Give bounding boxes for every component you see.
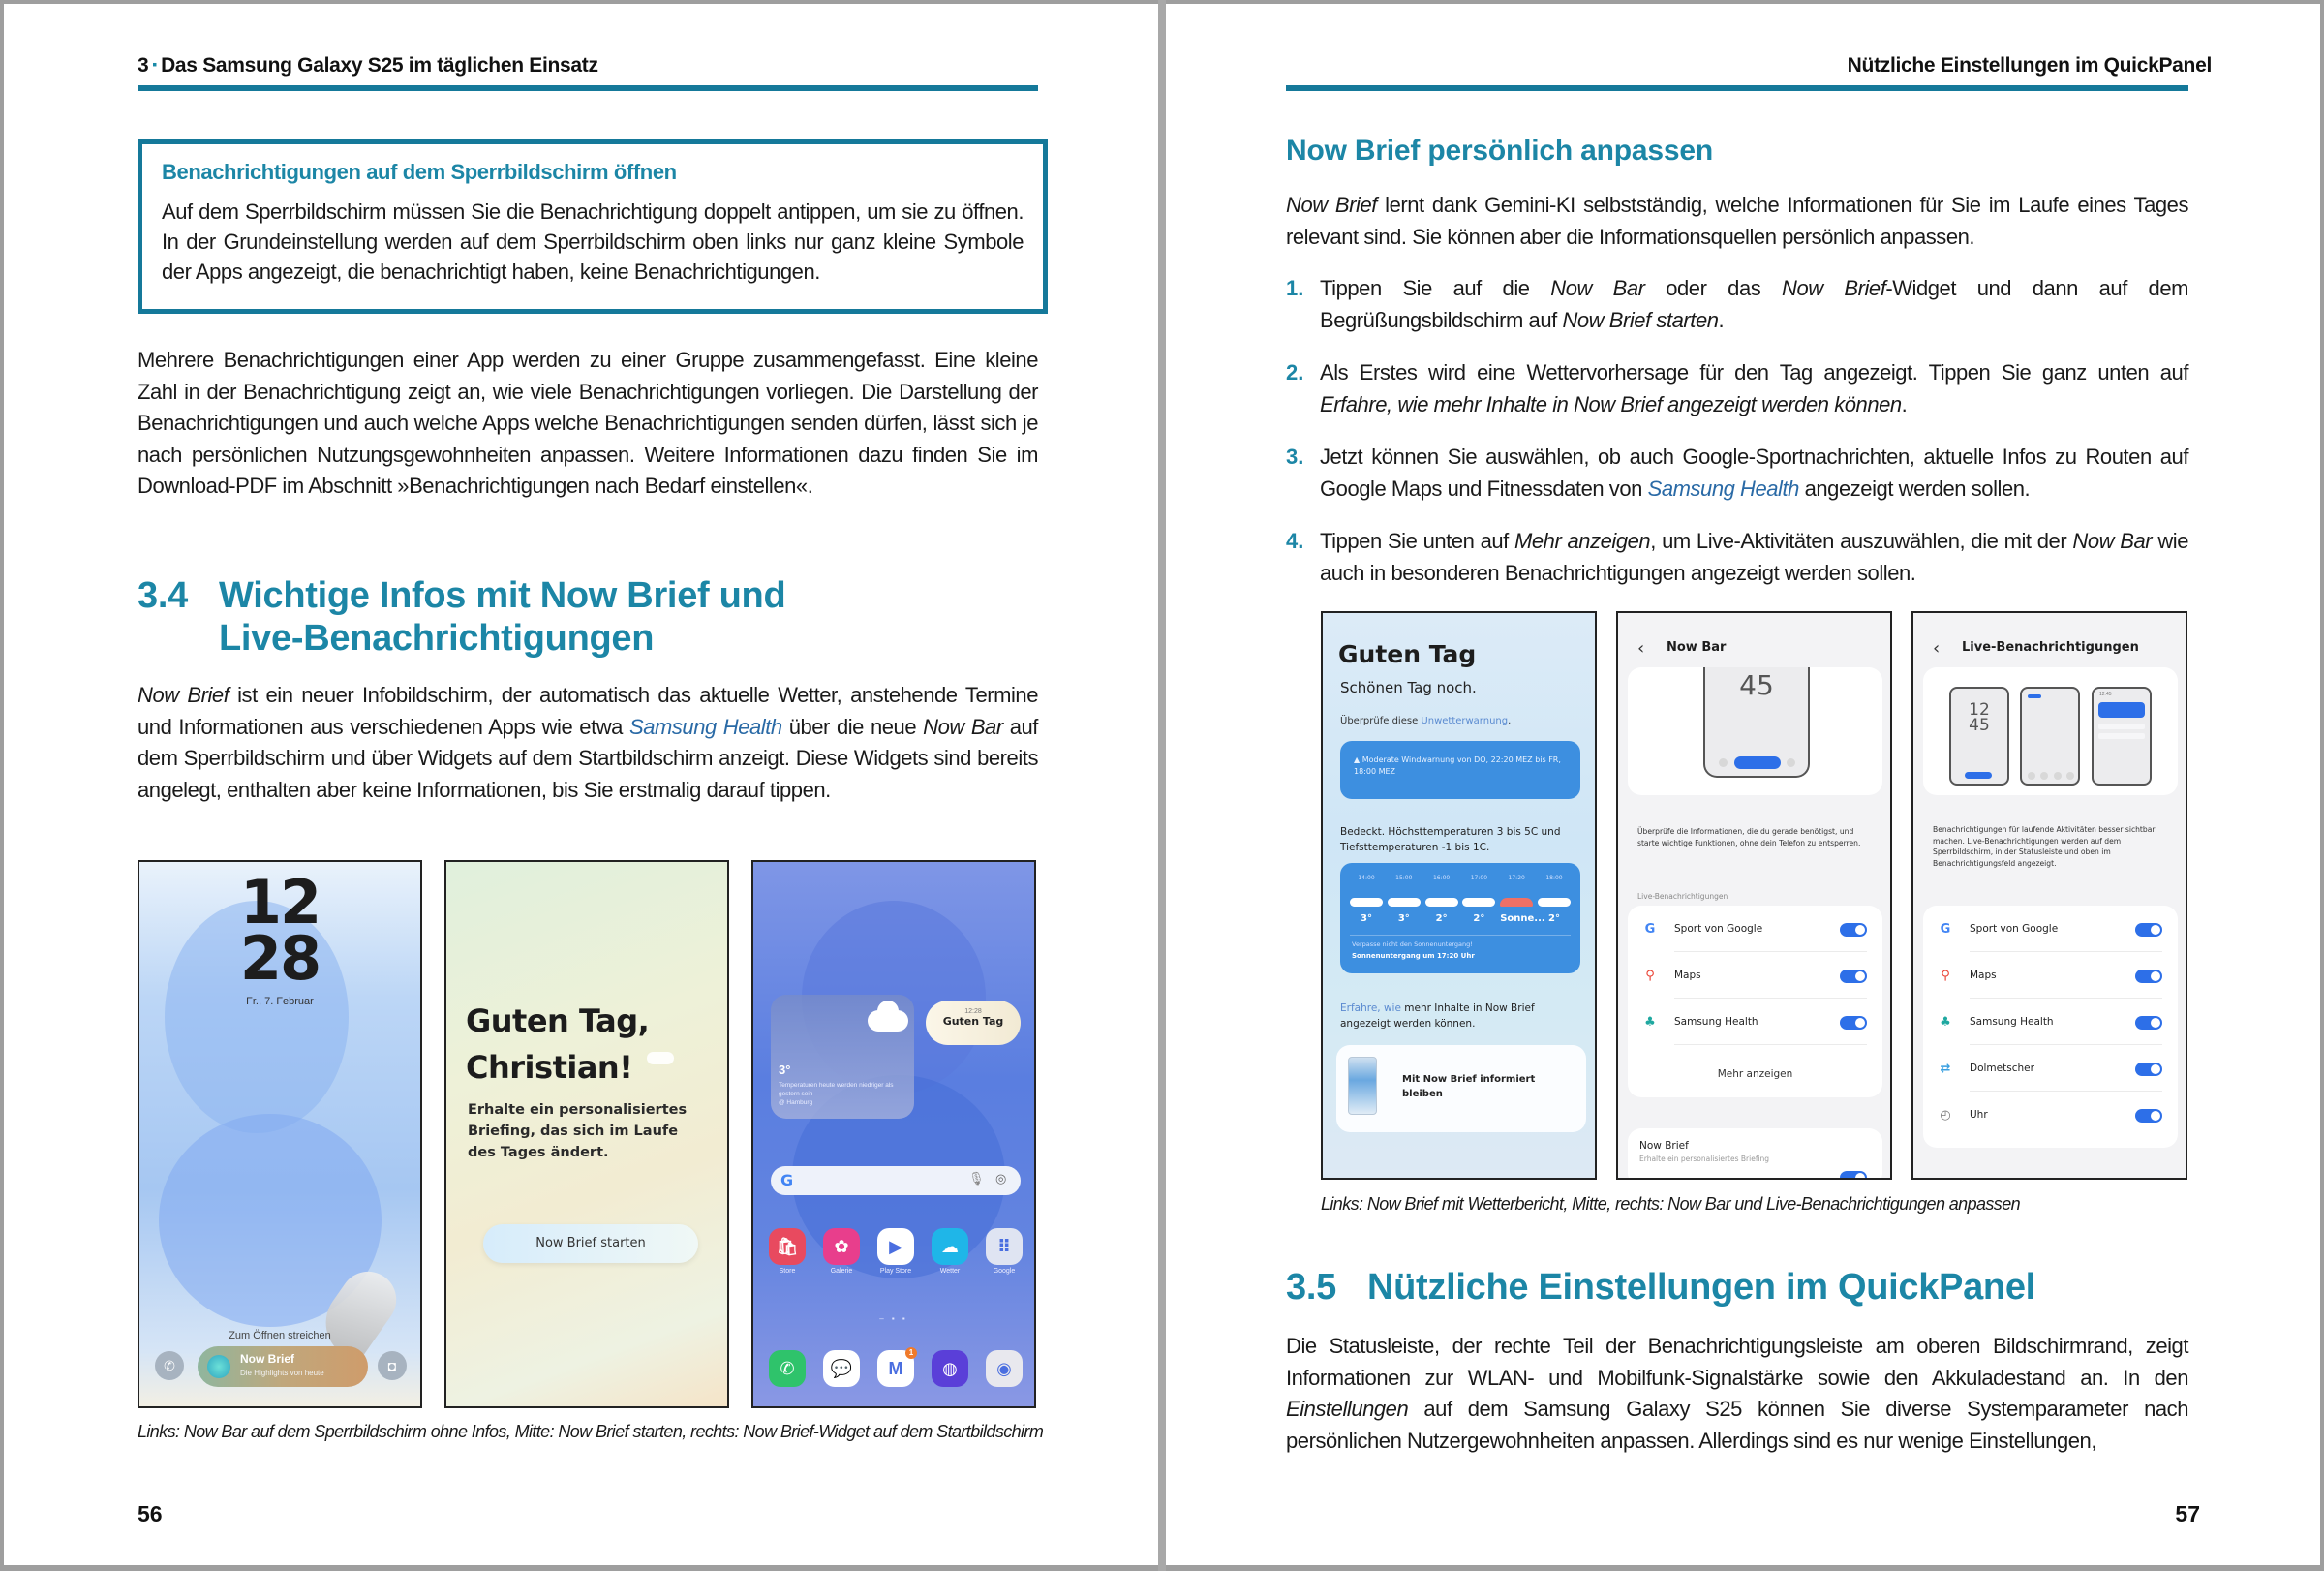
- cloud-glyph: [1538, 898, 1571, 907]
- term-now-brief: Now Brief: [1286, 193, 1377, 217]
- app-kamera[interactable]: [984, 1350, 1024, 1387]
- live-notifications-list: [1628, 906, 1882, 1097]
- cloud-icon: [1388, 892, 1421, 910]
- text-run: angezeigt werden sollen.: [1798, 476, 2031, 501]
- running-head-left: [138, 54, 598, 77]
- setting-label: Maps: [1674, 970, 1701, 981]
- samsung-health-toggle[interactable]: [2135, 1016, 2162, 1030]
- term-einstellungen: Einstellungen: [1286, 1397, 1409, 1421]
- now-bar[interactable]: [198, 1346, 368, 1387]
- widget-time: 12:28: [964, 1008, 982, 1015]
- text-run: lernt dank Gemini-KI selbstständig, welche Informationen für Sie im Laufe eines Tages relevant sind. Sie können aber die Informationsquellen persönlich anpassen.: [1286, 193, 2188, 249]
- google-icon: ⠿: [986, 1228, 1023, 1265]
- stay-informed-card[interactable]: [1336, 1045, 1586, 1132]
- running-head-right: Nützliche Einstellungen im QuickPanel: [1847, 54, 2212, 77]
- sunset-note: Verpasse nicht den Sonnenuntergang!: [1352, 940, 1473, 948]
- term-now-bar: Now Bar: [923, 714, 1003, 739]
- step-4: [1286, 526, 2188, 589]
- header-rule: [138, 85, 1038, 91]
- text-run: Tippen Sie unten auf: [1320, 529, 1514, 553]
- text-run: Tippen Sie auf die: [1320, 276, 1551, 300]
- step-3: [1286, 442, 2188, 505]
- setting-row-samsung-health[interactable]: [1628, 999, 1882, 1045]
- preview-row: [2098, 733, 2145, 739]
- gmail-icon: M 1: [877, 1350, 914, 1387]
- widget-greeting: Guten Tag: [942, 1015, 1004, 1028]
- forecast-hour: 16:00: [1432, 875, 1451, 881]
- forecast-hour: 18:00: [1545, 875, 1563, 881]
- uhr-toggle[interactable]: [2135, 1109, 2162, 1123]
- live-notifications-list: [1923, 906, 2178, 1148]
- page-number-right: 57: [2175, 1501, 2200, 1526]
- text-run: oder das: [1644, 276, 1782, 300]
- samsung-health-toggle[interactable]: [1840, 1016, 1867, 1030]
- text-run: Jetzt können Sie auswählen, ob auch Google-Sportnachrichten, aktuelle Infos zu Routen auf Google Maps und Fitnessdaten von: [1320, 445, 2188, 501]
- term-now-brief: Now Brief: [138, 683, 229, 707]
- subheading-now-brief: Now Brief persönlich anpassen: [1286, 135, 1713, 167]
- section-title-line1: Wichtige Infos mit Now Brief und: [219, 575, 786, 616]
- text-run: Die Statusleiste, der rechte Teil der Benachrichtigungsleiste am oberen Bildschirmrand, zeigt Informationen zur WLAN- und Mobilfunk-Signalstärke sowie den Akkuladestand an. In den: [1286, 1334, 2188, 1390]
- paragraph-intro: [1286, 190, 2188, 253]
- preview-now-bar: [1965, 772, 1992, 779]
- telefon-icon: ✆: [769, 1350, 806, 1387]
- figure-caption-right: Links: Now Brief mit Wetterbericht, Mitte, rechts: Now Bar und Live-Benachrichtigungen anpassen: [1321, 1194, 2021, 1214]
- text-run: .: [1718, 307, 1725, 332]
- microphone-icon[interactable]: 🎙: [968, 1171, 985, 1186]
- maps-toggle[interactable]: [2135, 970, 2162, 983]
- sunset-time: Sonnenuntergang um 17:20 Uhr: [1352, 952, 1475, 960]
- section-number: 3.4: [138, 575, 188, 616]
- warning-icon: ▲: [1354, 755, 1361, 764]
- greeting-line1: Guten Tag,: [466, 1002, 650, 1039]
- step-text: [1320, 442, 2188, 505]
- text-run: .: [1508, 716, 1512, 726]
- sport-von-google-toggle[interactable]: [2135, 923, 2162, 937]
- setting-label: Samsung Health: [1674, 1016, 1758, 1028]
- screenshot-now-brief-start: [444, 860, 729, 1408]
- step-1: [1286, 273, 2188, 336]
- info-box-title: Benachrichtigungen auf dem Sperrbildschirm öffnen: [162, 160, 677, 184]
- preview-clock: 45: [1739, 669, 1774, 701]
- forecast-temperature: Sonne...: [1500, 913, 1545, 924]
- back-chevron-icon[interactable]: ‹: [1637, 638, 1645, 659]
- app-galerie[interactable]: [821, 1228, 862, 1275]
- internet-icon: ◍: [932, 1350, 968, 1387]
- preview-minute: 45: [1969, 716, 1990, 735]
- chapter-number: 3: [138, 54, 149, 77]
- cloud-icon: [1538, 892, 1571, 910]
- app-wetter[interactable]: [930, 1228, 970, 1275]
- setting-label: Uhr: [1970, 1109, 1988, 1121]
- preview-notification: [2098, 702, 2145, 718]
- sport-von-google-toggle[interactable]: [1840, 923, 1867, 937]
- app-label: Play Store: [879, 1268, 912, 1275]
- preview-notification-panel-illustration: [2092, 687, 2152, 786]
- camera-shortcut-icon[interactable]: ◘: [378, 1351, 407, 1380]
- paragraph-statusbar: [1286, 1331, 2188, 1457]
- weather-description: [779, 1081, 904, 1107]
- section-number: 3.5: [1286, 1267, 1336, 1308]
- cloud-icon: [647, 1052, 674, 1064]
- separator-bullet: ▪: [152, 56, 158, 72]
- setting-label: Samsung Health: [1970, 1016, 2054, 1028]
- text-run: .: [1901, 391, 1908, 416]
- screenshot-lockscreen: [138, 860, 422, 1408]
- forecast-card[interactable]: [1340, 863, 1580, 973]
- preview-dot: [1787, 758, 1795, 767]
- preview-row: [2098, 724, 2145, 729]
- text-run: Now Bar: [1550, 276, 1645, 300]
- cloud-glyph: [1462, 898, 1495, 907]
- setting-label: Dolmetscher: [1970, 1063, 2034, 1074]
- setting-label: Sport von Google: [1970, 923, 2059, 935]
- back-chevron-icon[interactable]: ‹: [1933, 638, 1941, 659]
- chapter-title: Das Samsung Galaxy S25 im täglichen Einsatz: [161, 54, 598, 77]
- setting-label: Maps: [1970, 970, 1997, 981]
- now-brief-setting-title: Now Brief: [1639, 1140, 1689, 1152]
- preview-time: 12:45: [2099, 692, 2112, 697]
- weather-text: Temperaturen heute werden niedriger als gestern sein: [779, 1082, 894, 1097]
- step-text: [1320, 357, 2188, 420]
- preview-status-chip: [2028, 694, 2041, 698]
- preview-dot: [1719, 758, 1728, 767]
- screenshot-live-notifications: [1911, 611, 2187, 1180]
- warning-text: Moderate Windwarnung von DO, 22:20 MEZ bis FR, 18:00 MEZ: [1354, 755, 1561, 776]
- step-text: [1320, 273, 2188, 336]
- galerie-icon: ✿: [823, 1228, 860, 1265]
- now-brief-setting-subtitle: Erhalte ein personalisiertes Briefing: [1639, 1155, 1770, 1163]
- cloud-glyph: [1425, 898, 1458, 907]
- setting-row-samsung-health[interactable]: [1923, 999, 2178, 1045]
- forecast-temperature: 3°: [1397, 913, 1410, 924]
- text-run: auf dem Sperrbildschirm und über Widgets auf dem Startbildschirm anzeigt. Diese Widgets sind bereits angelegt, enthalten aber keine Informationen, bis Sie erstmalig darauf tippen.: [138, 714, 1038, 802]
- preview-lockscreen-illustration: [1949, 687, 2009, 786]
- setting-row-uhr[interactable]: [1923, 1092, 2178, 1138]
- brief-title: Guten Tag: [1338, 640, 1477, 668]
- setting-row-maps[interactable]: [1923, 952, 2178, 999]
- page-indicator: – ▪ ▪: [879, 1314, 908, 1323]
- setting-row-maps[interactable]: [1628, 952, 1882, 999]
- uhr-icon: ◴: [1940, 1108, 1951, 1123]
- forecast-icons: [1350, 892, 1571, 910]
- app-gmail[interactable]: [875, 1350, 916, 1387]
- now-bar-subtitle: Die Highlights von heute: [240, 1369, 324, 1377]
- weather-warning-link[interactable]: Unwetterwarnung: [1421, 716, 1509, 726]
- show-more-button[interactable]: Mehr anzeigen: [1717, 1068, 1793, 1080]
- step-text: [1320, 526, 2188, 589]
- screenshot-now-brief-weather: [1321, 611, 1597, 1180]
- app-label: Store: [779, 1268, 796, 1275]
- google-lens-icon[interactable]: ◎: [995, 1171, 1007, 1186]
- now-brief-widget[interactable]: [926, 1001, 1021, 1045]
- maps-icon: ⚲: [1645, 969, 1655, 983]
- preview-dots: [2028, 772, 2074, 780]
- text-run: ist ein neuer Infobildschirm, der automatisch das aktuelle Wetter, anstehende Termine und Informationen aus verschiedenen Apps wie etwa: [138, 683, 1038, 739]
- greeting-title: [466, 998, 649, 1091]
- live-notifications-preview: [1923, 667, 2178, 795]
- weather-warning-hint: [1340, 716, 1511, 726]
- cloud-icon: [868, 1010, 908, 1032]
- maps-toggle[interactable]: [1840, 970, 1867, 983]
- preview-statusbar-illustration: [2020, 687, 2080, 786]
- app-telefon[interactable]: [767, 1350, 808, 1387]
- phone-illustration: [1348, 1057, 1377, 1115]
- settings-title: Now Bar: [1667, 640, 1727, 655]
- greeting-line2: Christian!: [466, 1049, 633, 1086]
- text-run: mehr Inhalte in Now Brief angezeigt werden können.: [1340, 1002, 1535, 1030]
- now-brief-setting[interactable]: [1628, 1128, 1882, 1180]
- app-label: Wetter: [939, 1268, 961, 1275]
- section-label: Live-Benachrichtigungen: [1637, 892, 1728, 901]
- text-run: Als Erstes wird eine Wettervorhersage für den Tag angezeigt. Tippen Sie ganz unten auf: [1320, 360, 2188, 385]
- text-run: Erfahre, wie mehr Inhalte in Now Brief angezeigt werden können: [1320, 391, 1902, 416]
- weather-summary: Bedeckt. Höchsttemperaturen 3 bis 5C und Tiefsttemperaturen -1 bis 1C.: [1340, 826, 1561, 853]
- samsung-health-icon: ♣: [1644, 1015, 1656, 1030]
- text-run: Now Bar: [2072, 529, 2153, 553]
- text-run: , um Live-Aktivitäten auszuwählen, die mit der: [1650, 529, 2073, 553]
- header-rule: [1286, 85, 2188, 91]
- info-box-text: Auf dem Sperrbildschirm müssen Sie die Benachrichtigung doppelt antippen, um sie zu öffnen. In der Grundeinstellung werden auf dem Sperrbildschirm oben links nur ganz kleine Symbole der Apps angezeigt, die benachrichtigt haben, keine Benachrichtigungen.: [162, 200, 1024, 284]
- link-samsung-health[interactable]: Samsung Health: [1647, 476, 1799, 501]
- text-run: Now Brief: [1782, 276, 1886, 300]
- weather-location: @ Hamburg: [779, 1099, 813, 1106]
- swipe-hint: Zum Öffnen streichen: [229, 1330, 331, 1341]
- page-number-left: 56: [138, 1501, 163, 1526]
- app-label: Google: [993, 1268, 1016, 1275]
- forecast-hour: 15:00: [1395, 875, 1413, 881]
- app-dock: [767, 1350, 1024, 1387]
- dolmetscher-toggle[interactable]: [2135, 1063, 2162, 1076]
- text-run: Now Brief starten: [1562, 307, 1719, 332]
- step-2: [1286, 357, 2188, 420]
- text-run: Überprüfe diese: [1340, 716, 1422, 726]
- paragraph-now-brief: [138, 680, 1038, 806]
- dolmetscher-icon: ⇄: [1940, 1062, 1951, 1076]
- stay-informed-text: Mit Now Brief informiert bleiben: [1402, 1074, 1536, 1099]
- text-run: über die neue: [781, 714, 924, 739]
- link-samsung-health[interactable]: Samsung Health: [628, 714, 782, 739]
- right-page: [1166, 4, 2320, 1565]
- sunset-glyph: [1500, 898, 1533, 907]
- left-page: [4, 4, 1158, 1565]
- settings-title: Live-Benachrichtigungen: [1962, 640, 2139, 655]
- now-bar-title: Now Brief: [240, 1352, 295, 1366]
- preview-now-bar: [1734, 756, 1781, 769]
- wetter-icon: ☁: [932, 1228, 968, 1265]
- screenshot-now-bar-settings: [1616, 611, 1892, 1180]
- section-title: Nützliche Einstellungen im QuickPanel: [1367, 1267, 2035, 1308]
- live-notifications-description: Benachrichtigungen für laufende Aktivitäten besser sichtbar machen. Live-Benachrichtigungen werden auf dem Sperrbildschirm, in der Statusleiste und oben im Benachrichtigungsfeld angezeigt.: [1933, 825, 2156, 868]
- section-heading-3-4: [138, 574, 785, 660]
- weather-warning-card[interactable]: [1340, 741, 1580, 799]
- cloud-glyph: [1350, 898, 1383, 907]
- app-store[interactable]: [767, 1228, 808, 1275]
- forecast-temperature: 2°: [1435, 913, 1448, 924]
- cloud-icon: [1350, 892, 1383, 910]
- forecast-temperature: 3°: [1361, 913, 1372, 924]
- setting-label: Sport von Google: [1674, 923, 1763, 935]
- sport-von-google-icon: G: [1644, 922, 1656, 937]
- notification-badge: 1: [905, 1347, 917, 1359]
- app-label: Galerie: [830, 1268, 853, 1275]
- preview-hour: 12: [1969, 700, 1990, 720]
- phone-preview-illustration: [1703, 667, 1810, 778]
- brief-subtitle: Schönen Tag noch.: [1340, 679, 1477, 696]
- setting-row-dolmetscher[interactable]: [1923, 1045, 2178, 1092]
- figure-caption-left: Links: Now Bar auf dem Sperrbildschirm ohne Infos, Mitte: Now Brief starten, rechts: Now Brief-Widget auf dem Startbildschirm: [138, 1422, 1044, 1441]
- now-brief-start-button[interactable]: Now Brief starten: [483, 1224, 698, 1263]
- lock-date: Fr., 7. Februar: [246, 996, 314, 1007]
- book-gutter: [1158, 0, 1166, 1571]
- section-heading-3-5: [1286, 1266, 2035, 1309]
- sport-von-google-icon: G: [1940, 922, 1951, 937]
- now-bar-preview: [1628, 667, 1882, 795]
- cloud-icon: [1425, 892, 1458, 910]
- learn-more-text: [1340, 1001, 1582, 1032]
- info-box: [138, 139, 1048, 314]
- maps-icon: ⚲: [1941, 969, 1950, 983]
- forecast-temperatures: [1350, 913, 1571, 924]
- google-search-bar[interactable]: [771, 1166, 1021, 1195]
- preview-clock: [1951, 702, 2007, 733]
- step-number: 3.: [1286, 445, 1304, 469]
- forecast-hour: 14:00: [1358, 875, 1375, 881]
- paragraph-notifications: Mehrere Benachrichtigungen einer App werden zu einer Gruppe zusammengefasst. Eine kleine Zahl in der Benachrichtigung zeigt an, wie viele Benachrichtigungen vorliegen. Die Darstellung der Benachrichtigungen und auch welche Apps welche Benachrichtigungen senden dürfen, lässt sich je nach persönlichen Nutzungsgewohnheiten anpassen. Weitere Informationen dazu finden Sie im Download-PDF im Abschnitt »Benachrichtigungen nach Bedarf einstellen«.: [138, 348, 1038, 498]
- now-brief-toggle[interactable]: [1840, 1171, 1867, 1180]
- text-run: wie auch in besonderen Benachrichtigungen angezeigt werden sollen.: [1320, 529, 2188, 585]
- setting-row-sport-von-google[interactable]: [1923, 906, 2178, 952]
- google-logo-icon: G: [780, 1171, 794, 1189]
- forecast-temperature: 2°: [1548, 913, 1560, 924]
- play-store-icon: ▶: [877, 1228, 914, 1265]
- step-number: 1.: [1286, 276, 1304, 300]
- app-play-store[interactable]: [875, 1228, 916, 1275]
- now-bar-description: Überprüfe die Informationen, die du gerade benötigst, und starte wichtige Funktionen, ohne dein Telefon zu entsperren.: [1637, 827, 1861, 847]
- cloud-icon: [1462, 892, 1495, 910]
- divider: [1674, 1044, 1867, 1045]
- step-number: 2.: [1286, 360, 1304, 385]
- weather-widget[interactable]: [771, 995, 914, 1119]
- kamera-icon: ◉: [986, 1350, 1023, 1387]
- learn-more-link[interactable]: Erfahre, wie: [1340, 1002, 1401, 1014]
- greeting-description: Erhalte ein personalisiertes Briefing, das sich im Laufe des Tages ändert.: [468, 1102, 688, 1160]
- instruction-steps: [1286, 273, 2188, 610]
- text-run: -Widget und dann auf dem Begrüßungsbildschirm auf: [1320, 276, 2189, 332]
- section-title-line2: Live-Benachrichtigungen: [219, 618, 655, 659]
- app-nachrichten[interactable]: [821, 1350, 862, 1387]
- lock-clock-hour: 12: [239, 867, 321, 938]
- setting-row-sport-von-google[interactable]: [1628, 906, 1882, 952]
- forecast-hour: 17:20: [1508, 875, 1525, 881]
- phone-shortcut-icon[interactable]: ✆: [155, 1351, 184, 1380]
- text-run: auf dem Samsung Galaxy S25 können Sie diverse Systemparameter nach persönlichen Nutzergewohnheiten anpassen. Allerdings sind es nur wenige Einstellungen,: [1286, 1397, 2188, 1453]
- app-internet[interactable]: [930, 1350, 970, 1387]
- divider: [1350, 935, 1571, 936]
- forecast-hours: [1350, 875, 1571, 881]
- store-icon: 🛍: [769, 1228, 806, 1265]
- nachrichten-icon: 💬: [823, 1350, 860, 1387]
- text-run: Mehr anzeigen: [1514, 529, 1651, 553]
- forecast-temperature: 2°: [1473, 913, 1485, 924]
- sunset-icon: [1500, 892, 1533, 910]
- step-number: 4.: [1286, 529, 1304, 553]
- app-google[interactable]: [984, 1228, 1024, 1275]
- now-brief-icon: [207, 1355, 230, 1378]
- cloud-glyph: [1388, 898, 1421, 907]
- forecast-hour: 17:00: [1470, 875, 1488, 881]
- lock-clock-minute: 28: [239, 923, 321, 994]
- samsung-health-icon: ♣: [1940, 1015, 1951, 1030]
- screenshot-homescreen: [751, 860, 1036, 1408]
- weather-temperature: 3°: [779, 1063, 791, 1077]
- app-grid-row: [767, 1228, 1024, 1275]
